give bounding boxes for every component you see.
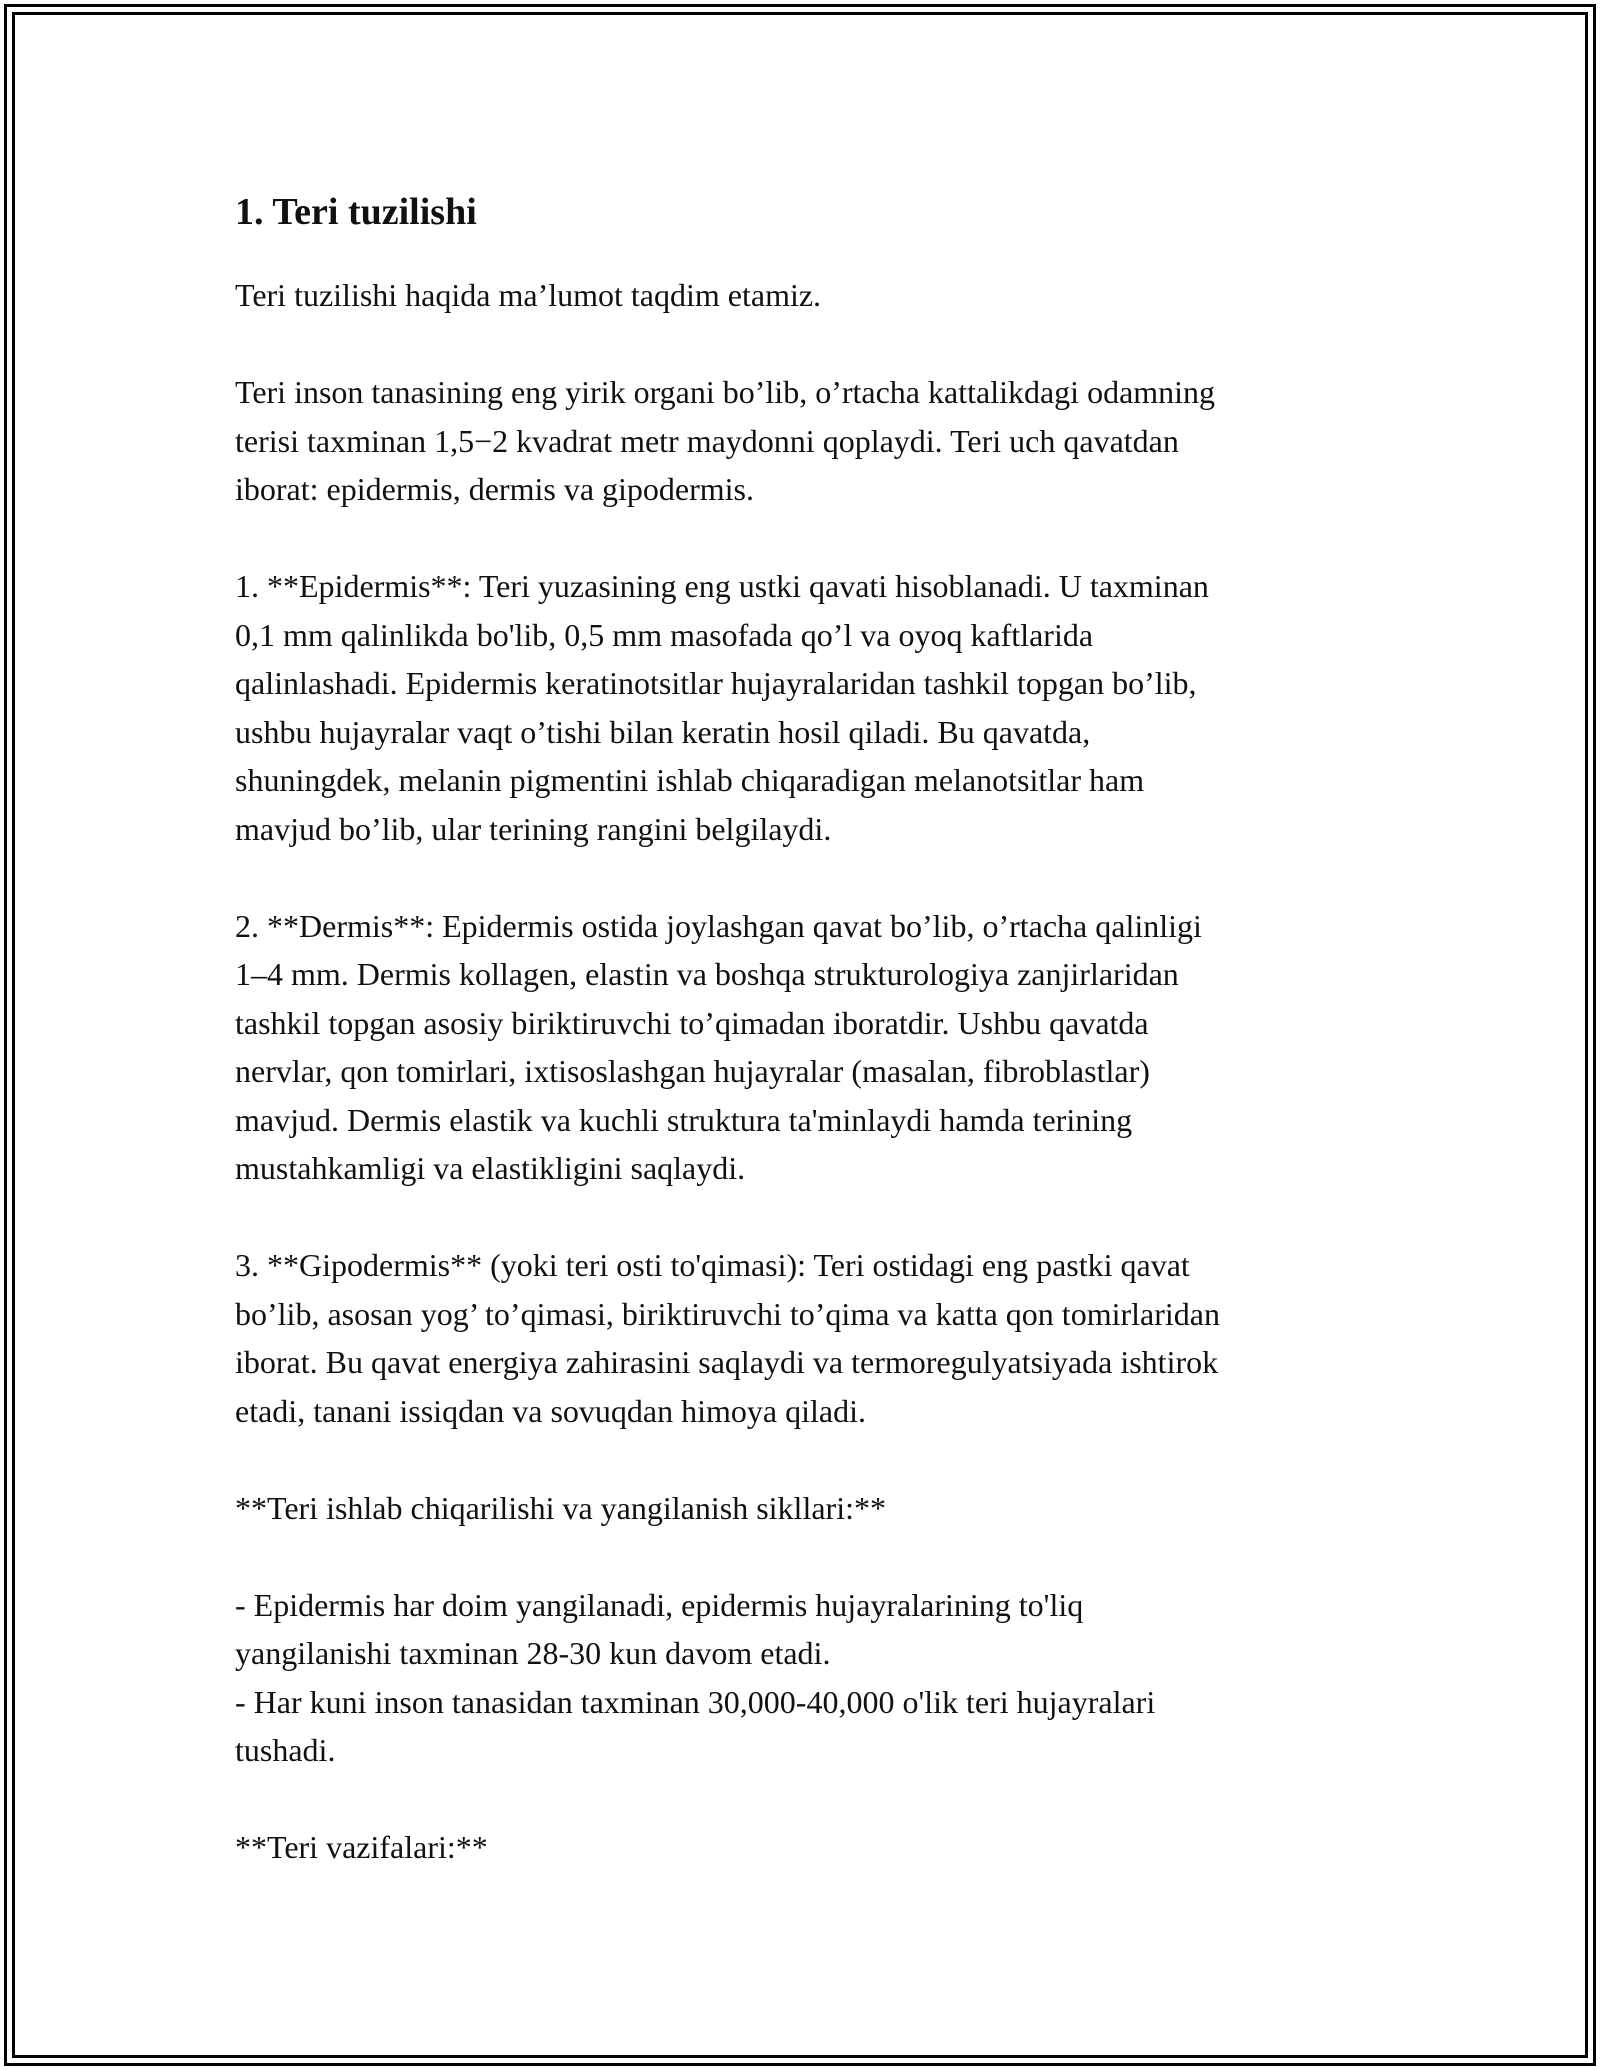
cycles-list <box>235 1581 1375 1775</box>
epidermis-paragraph <box>235 562 1375 853</box>
text-line: qalinlashadi. Epidermis keratinotsitlar hujayralaridan tashkil topgan bo’lib, <box>235 665 1197 702</box>
page-title: 1. Teri tuzilishi <box>235 191 477 233</box>
functions-title: **Teri vazifalari:** <box>235 1829 488 1866</box>
text-line: terisi taxminan 1,5−2 kvadrat metr maydonni qoplaydi. Teri uch qavatdan <box>235 422 1179 459</box>
text-line: mavjud bo’lib, ular terining rangini belgilaydi. <box>235 810 832 847</box>
text-line: nervlar, qon tomirlari, ixtisoslashgan hujayralar (masalan, fibroblastlar) <box>235 1053 1150 1090</box>
intro-paragraph: Teri tuzilishi haqida ma’lumot taqdim etamiz. <box>235 277 822 314</box>
list-item: - Har kuni inson tanasidan taxminan 30,000-40,000 o'lik teri hujayralari <box>235 1683 1156 1720</box>
text-line: mavjud. Dermis elastik va kuchli struktura ta'minlaydi hamda terining <box>235 1101 1133 1138</box>
document-page <box>235 180 1375 1920</box>
text-line: 1–4 mm. Dermis kollagen, elastin va boshqa strukturologiya zanjirlaridan <box>235 956 1179 993</box>
list-item: yangilanishi taxminan 28-30 kun davom etadi. <box>235 1635 831 1672</box>
text-line: iborat: epidermis, dermis va gipodermis. <box>235 471 754 508</box>
text-line: 3. **Gipodermis** (yoki teri osti to'qimasi): Teri ostidagi eng pastki qavat <box>235 1247 1190 1284</box>
text-line: etadi, tanani issiqdan va sovuqdan himoya qiladi. <box>235 1392 866 1429</box>
text-line: ushbu hujayralar vaqt o’tishi bilan keratin hosil qiladi. Bu qavatda, <box>235 713 1091 750</box>
text-line: iborat. Bu qavat energiya zahirasini saqlaydi va termoregulyatsiyada ishtirok <box>235 1344 1219 1381</box>
text-line: mustahkamligi va elastikligini saqlaydi. <box>235 1150 746 1187</box>
text-line: tashkil topgan asosiy biriktiruvchi to’qimadan iboratdir. Ushbu qavatda <box>235 1004 1149 1041</box>
text-line: shuningdek, melanin pigmentini ishlab chiqaradigan melanotsitlar ham <box>235 762 1145 799</box>
text-line: 2. **Dermis**: Epidermis ostida joylashgan qavat bo’lib, o’rtacha qalinligi <box>235 907 1202 944</box>
cycles-title: **Teri ishlab chiqarilishi va yangilanish sikllari:** <box>235 1489 886 1526</box>
list-item: - Epidermis har doim yangilanadi, epidermis hujayralarining to'liq <box>235 1586 1084 1623</box>
text-line: bo’lib, asosan yog’ to’qimasi, biriktiruvchi to’qima va katta qon tomirlaridan <box>235 1295 1220 1332</box>
text-line: 1. **Epidermis**: Teri yuzasining eng ustki qavati hisoblanadi. U taxminan <box>235 568 1209 605</box>
list-item: tushadi. <box>235 1732 336 1769</box>
overview-paragraph <box>235 368 1375 514</box>
gipodermis-paragraph <box>235 1241 1375 1435</box>
text-line: Teri inson tanasining eng yirik organi bo’lib, o’rtacha kattalikdagi odamning <box>235 374 1216 411</box>
text-line: 0,1 mm qalinlikda bo'lib, 0,5 mm masofada qo’l va oyoq kaftlarida <box>235 616 1094 653</box>
dermis-paragraph <box>235 902 1375 1193</box>
